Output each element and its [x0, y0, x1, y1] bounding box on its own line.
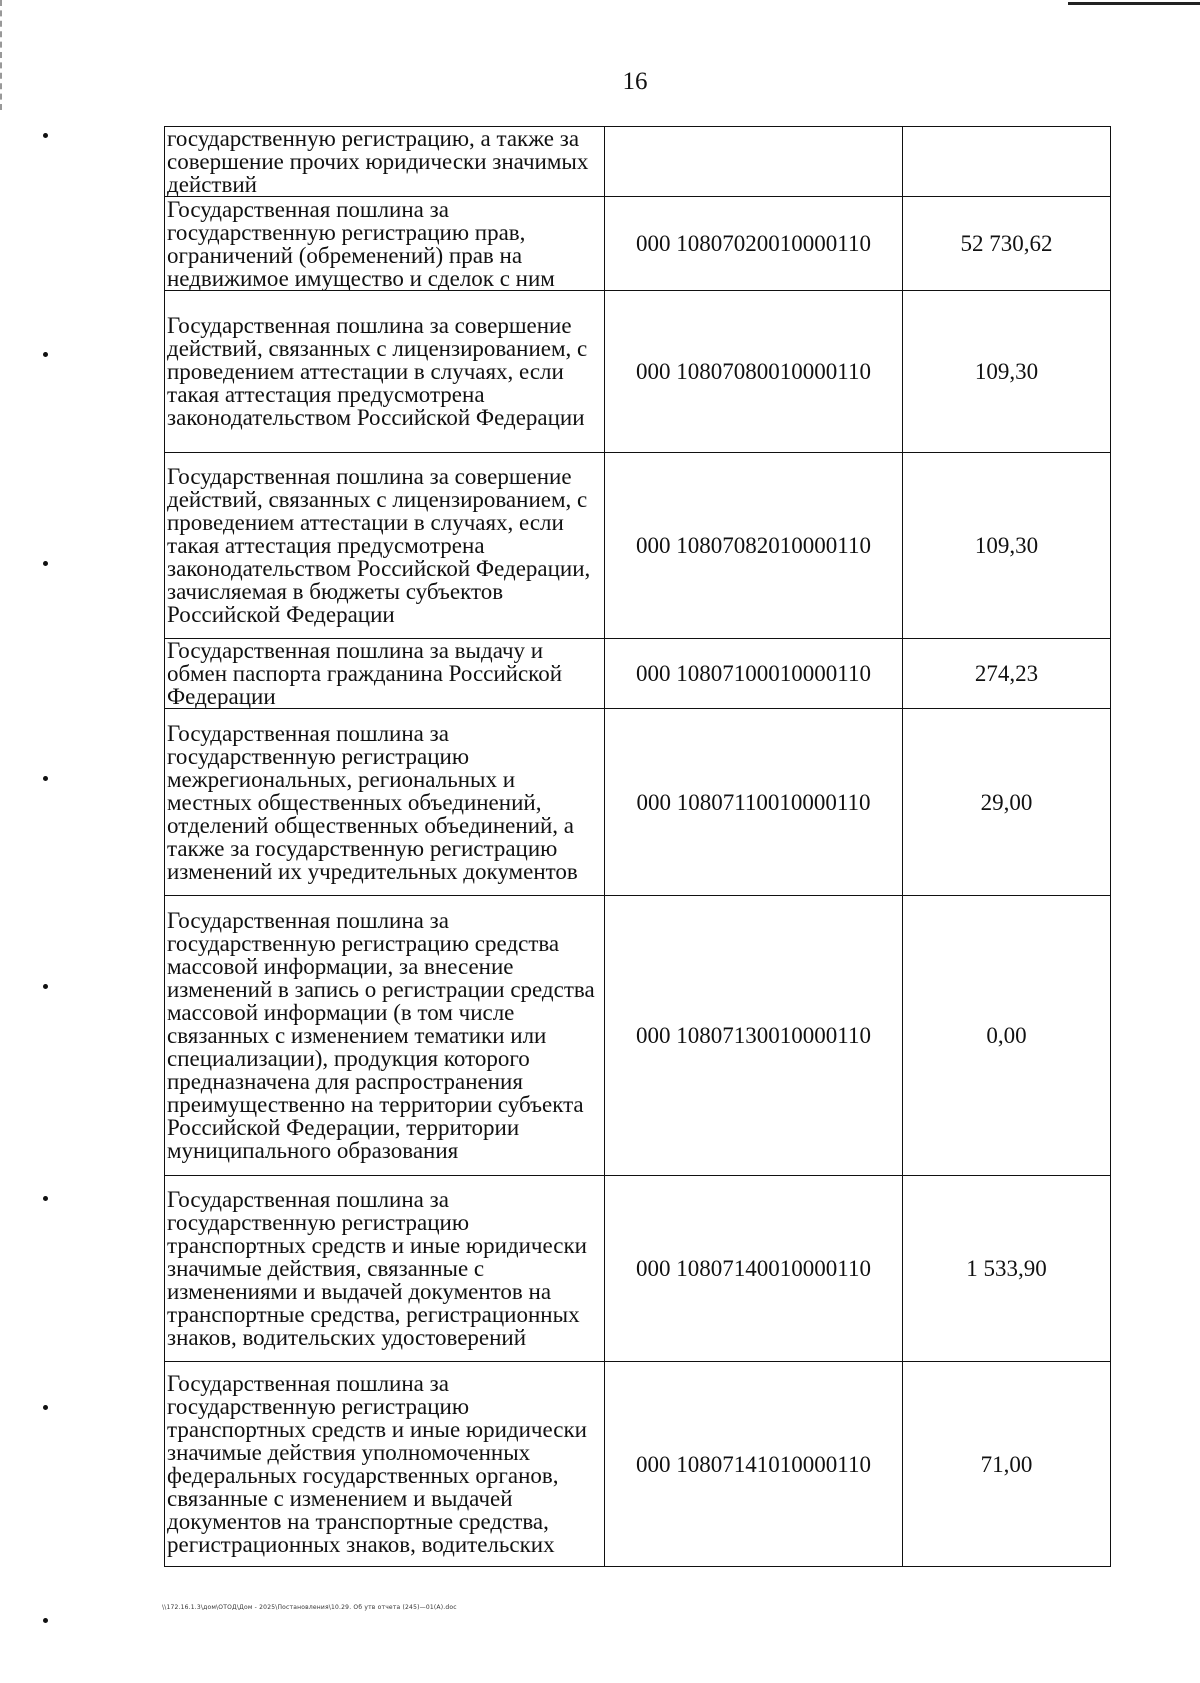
file-path-footer: \\172.16.1.3\дом\ОТОД\Дом - 2025\Постановления\10.29. Об утв отчета (245)—01(А).doc	[162, 1604, 457, 1611]
fee-description: Государственная пошлина за государственную регистрацию средства массовой информации, за внесение изменений в запись о регистрации средства массовой информации (в том числе связанных с изменением тематики или специализации), продукция которого предназначена для распространения преимущественно на территории субъекта Российской Федерации, территории муниципального образования	[165, 896, 605, 1176]
fee-amount: 71,00	[903, 1362, 1111, 1567]
table-row	[165, 896, 1111, 1176]
table-row	[165, 1362, 1111, 1567]
binding-hole-mark	[43, 1618, 48, 1623]
budget-code: 000 10807140010000110	[605, 1176, 903, 1362]
fee-amount: 0,00	[903, 896, 1111, 1176]
table-row	[165, 197, 1111, 291]
table-row	[165, 291, 1111, 453]
fee-description: Государственная пошлина за государственную регистрацию транспортных средств и иные юридически значимые действия, связанные с изменениями и выдачей документов на транспортные средства, регистрационных знаков, водительских удостоверений	[165, 1176, 605, 1362]
fee-amount: 52 730,62	[903, 197, 1111, 291]
fee-description: Государственная пошлина за выдачу и обмен паспорта гражданина Российской Федерации	[165, 639, 605, 709]
budget-code: 000 10807130010000110	[605, 896, 903, 1176]
budget-code: 000 10807141010000110	[605, 1362, 903, 1567]
fee-description: Государственная пошлина за совершение действий, связанных с лицензированием, с проведением аттестации в случаях, если такая аттестация предусмотрена законодательством Российской Федерации	[165, 291, 605, 453]
budget-code: 000 10807082010000110	[605, 453, 903, 639]
budget-code	[605, 127, 903, 197]
binding-hole-mark	[43, 984, 48, 989]
page-number: 16	[622, 68, 648, 95]
budget-code: 000 10807020010000110	[605, 197, 903, 291]
table-row	[165, 127, 1111, 197]
fee-amount: 29,00	[903, 709, 1111, 896]
budget-code: 000 10807080010000110	[605, 291, 903, 453]
fee-description: Государственная пошлина за государственную регистрацию прав, ограничений (обременений) прав на недвижимое имущество и сделок с ним	[165, 197, 605, 291]
fee-description: Государственная пошлина за совершение действий, связанных с лицензированием, с проведением аттестации в случаях, если такая аттестация предусмотрена законодательством Российской Федерации, зачисляемая в бюджеты субъектов Российской Федерации	[165, 453, 605, 639]
fee-amount	[903, 127, 1111, 197]
fee-amount: 1 533,90	[903, 1176, 1111, 1362]
table-row	[165, 453, 1111, 639]
binding-hole-mark	[43, 133, 48, 138]
table-row	[165, 1176, 1111, 1362]
fee-description: Государственная пошлина за государственную регистрацию межрегиональных, региональных и местных общественных объединений, отделений общественных объединений, а также за государственную регистрацию изменений их учредительных документов	[165, 709, 605, 896]
fee-description: Государственная пошлина за государственную регистрацию транспортных средств и иные юридически значимые действия уполномоченных федеральных государственных органов, связанные с изменением и выдачей документов на транспортные средства, регистрационных знаков, водительских	[165, 1362, 605, 1567]
fee-amount: 109,30	[903, 453, 1111, 639]
binding-hole-mark	[43, 1196, 48, 1201]
fee-description: государственную регистрацию, а также за совершение прочих юридически значимых действий	[165, 127, 605, 197]
binding-hole-mark	[43, 352, 48, 357]
table-row	[165, 639, 1111, 709]
binding-hole-mark	[43, 776, 48, 781]
fee-amount: 274,23	[903, 639, 1111, 709]
table-row	[165, 709, 1111, 896]
binding-hole-mark	[43, 1405, 48, 1410]
fee-amount: 109,30	[903, 291, 1111, 453]
binding-hole-mark	[43, 561, 48, 566]
budget-code: 000 10807100010000110	[605, 639, 903, 709]
budget-code: 000 10807110010000110	[605, 709, 903, 896]
revenue-table	[164, 126, 1111, 1567]
corner-scan-line	[1068, 2, 1200, 5]
